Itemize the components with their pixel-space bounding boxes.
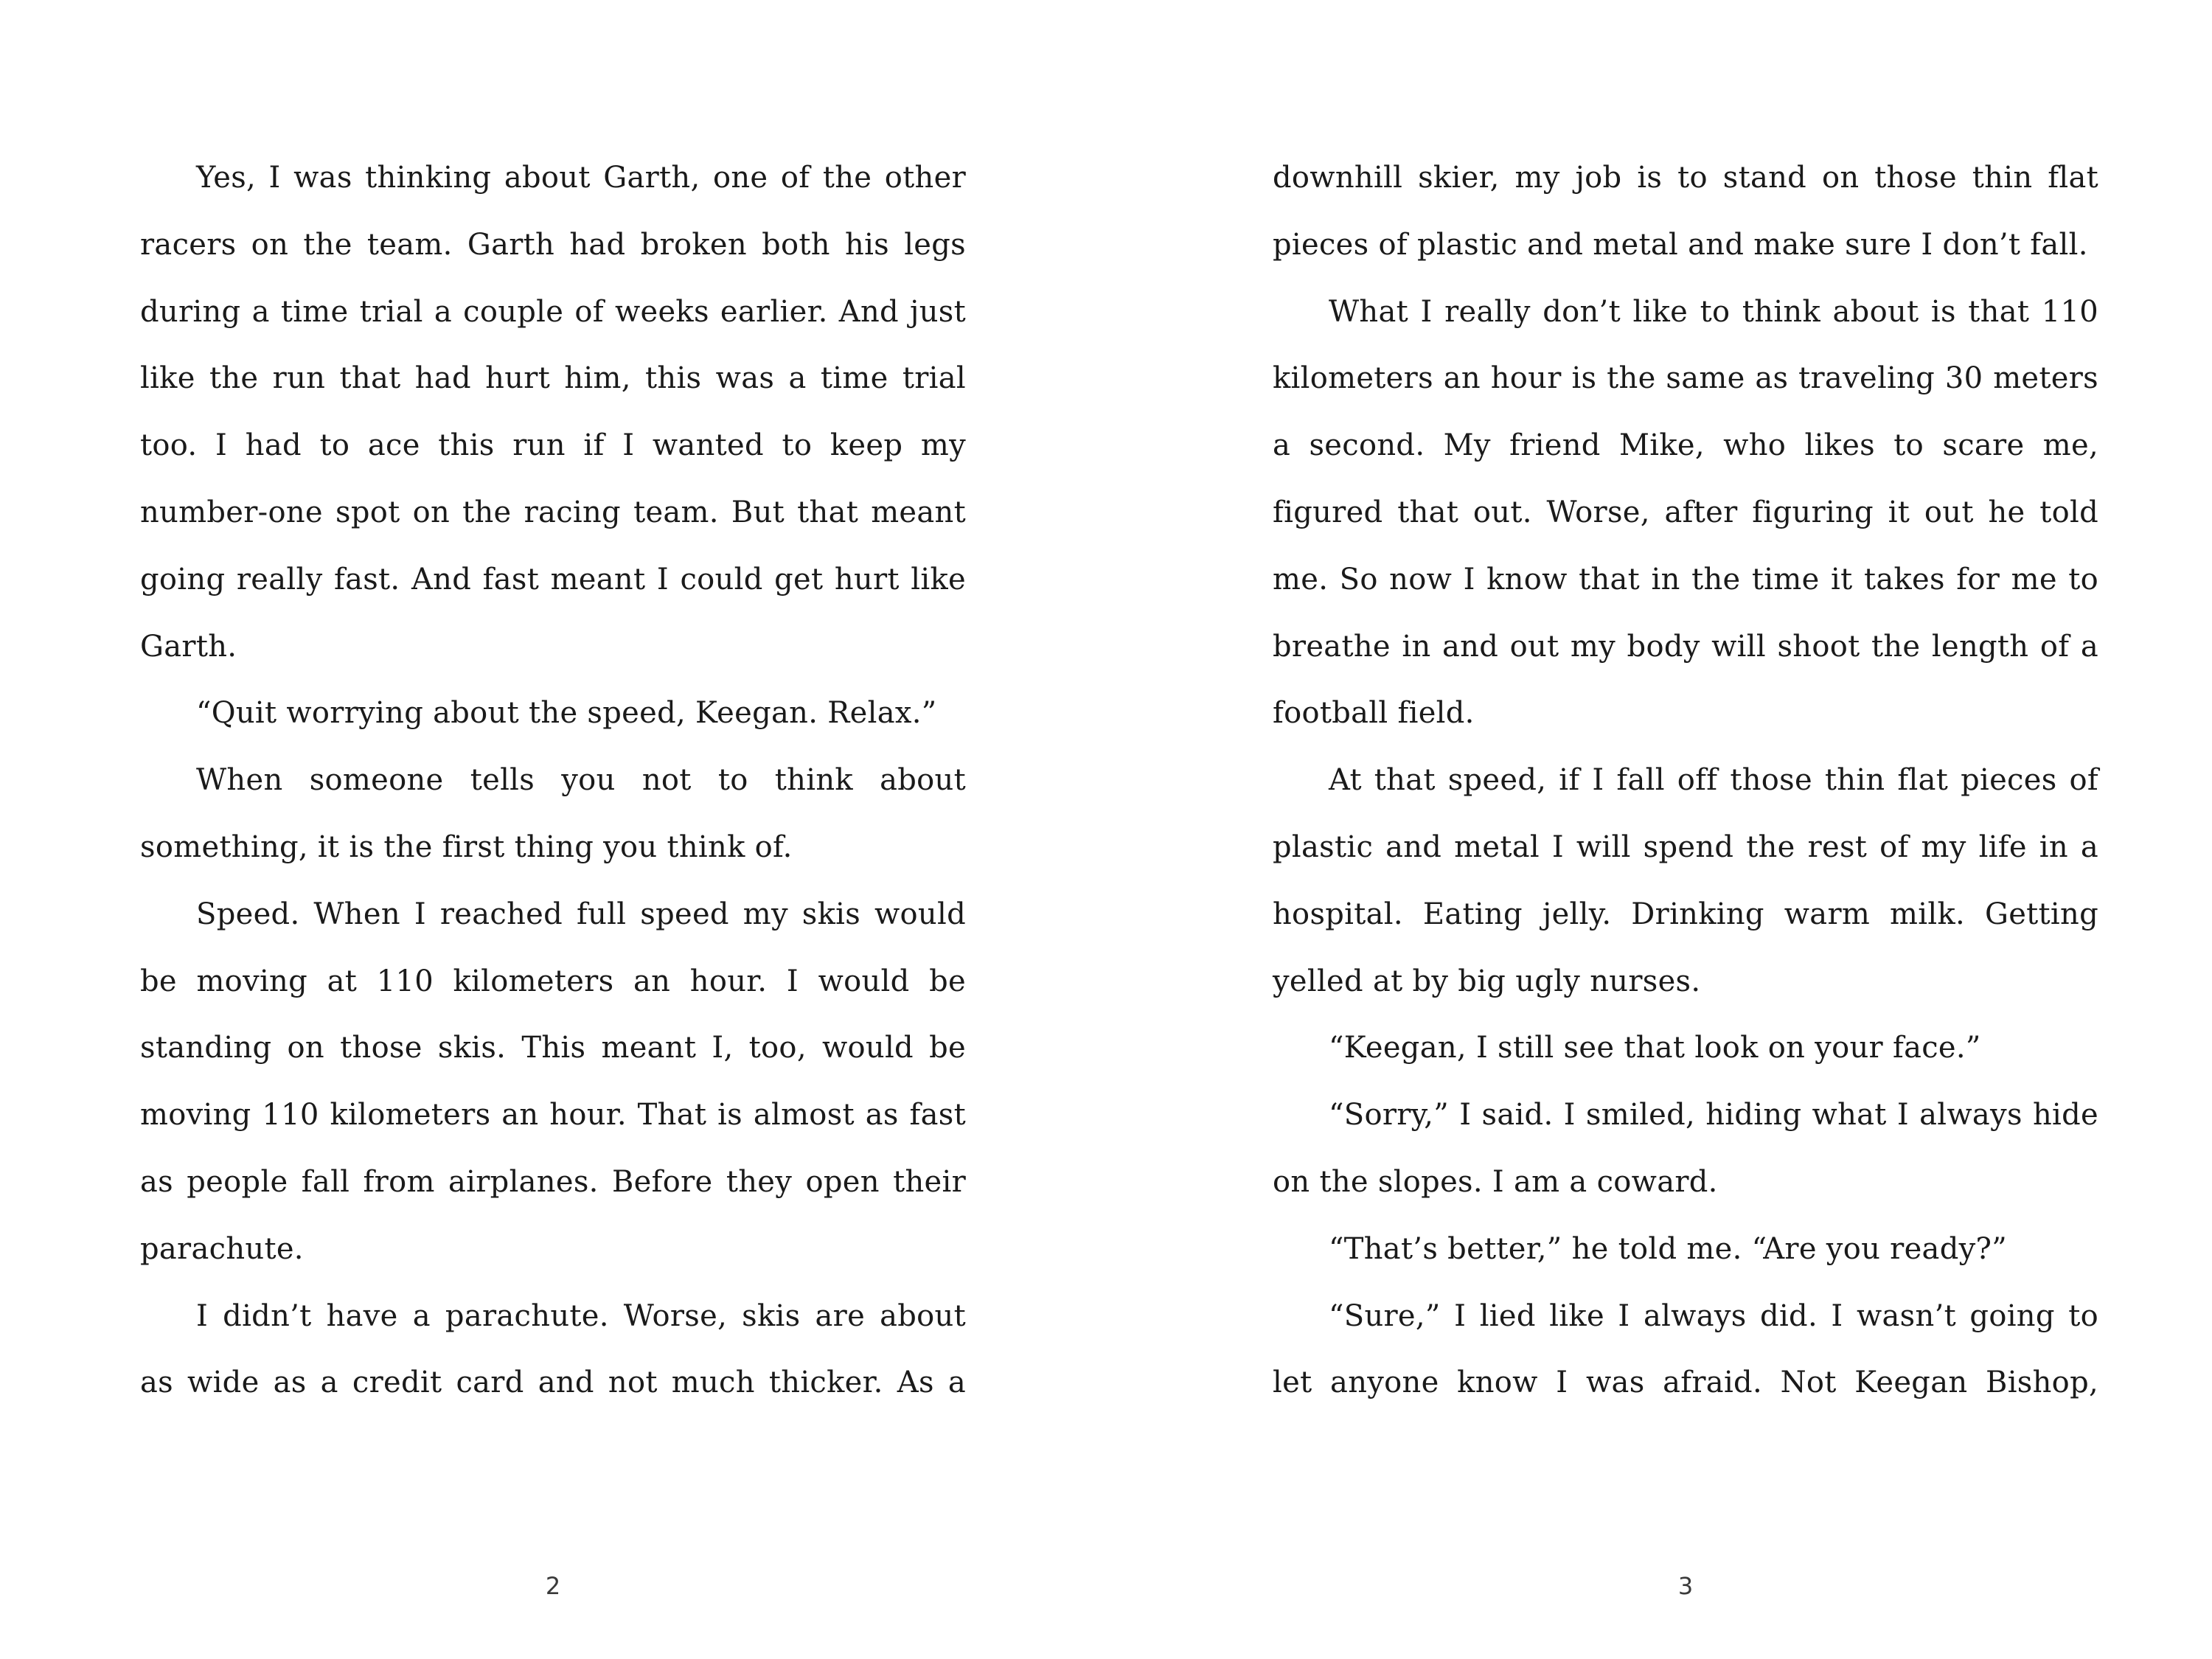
paragraph: Yes, I was thinking about Garth, one of the other racers on the team. Garth had broken both his legs during a time trial a couple of weeks earlier. And just like the run that had hurt him, this was a time trial too. I had to ace this run if I wanted to keep my number-one spot on the racing team. But that meant going really fast. And fast meant I could get hurt like Garth. xyxy=(140,161,966,664)
paragraph: At that speed, if I fall off those thin flat pieces of plastic and metal I will spend the rest of my life in a hospital. Eating jelly. Drinking warm milk. Getting yelled at by big ugly nurses. xyxy=(1273,763,2098,998)
paragraph: “That’s better,” he told me. “Are you ready?” xyxy=(1329,1231,2008,1266)
paragraph: Speed. When I reached full speed my skis would be moving at 110 kilometers an hour. I would be standing on those skis. This meant I, too, would be moving 110 kilometers an hour. That is almost as fast as people fall from airplanes. Before they open their parachute. xyxy=(140,897,966,1266)
page-number: 3 xyxy=(1677,1572,1694,1600)
paragraph: I didn’t have a parachute. Worse, skis are about as wide as a credit card and not much thicker. As a xyxy=(140,1298,966,1400)
paragraph: “Keegan, I still see that look on your face.” xyxy=(1329,1031,1981,1065)
left-page-text xyxy=(140,145,966,1416)
paragraph: When someone tells you not to think about something, it is the first thing you think of. xyxy=(140,763,966,864)
right-page xyxy=(1106,0,2212,1659)
paragraph: “Sorry,” I said. I smiled, hiding what I always hide on the slopes. I am a coward. xyxy=(1273,1098,2098,1199)
paragraph: What I really don’t like to think about is that 110 kilometers an hour is the same as traveling 30 meters a second. My friend Mike, who likes to scare me, figured that out. Worse, after figuring it out he told me. So now I know that in the time it takes for me to breathe in and out my body will shoot the length of a football field. xyxy=(1273,294,2098,731)
paragraph: “Sure,” I lied like I always did. I wasn’t going to let anyone know I was afraid. Not Keegan Bishop, xyxy=(1273,1298,2098,1400)
paragraph: downhill skier, my job is to stand on those thin flat pieces of plastic and metal and make sure I don’t fall. xyxy=(1273,161,2098,262)
page-number: 2 xyxy=(545,1572,561,1600)
right-page-text xyxy=(1273,145,2098,1416)
paragraph: “Quit worrying about the speed, Keegan. Relax.” xyxy=(196,696,937,731)
